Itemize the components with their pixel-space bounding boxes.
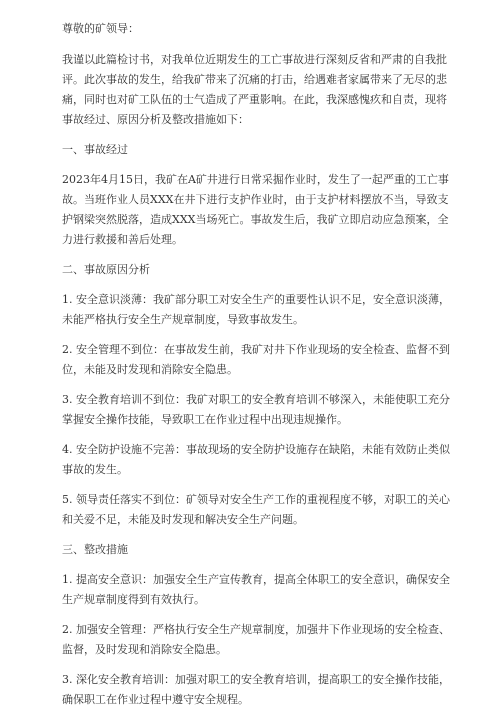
section-heading-cause-analysis: 二、事故原因分析: [62, 263, 150, 276]
cause-item: 3. 安全教育培训不到位：我矿对职工的安全教育培训不够深入，未能使职工充分掌握安全操作技能，导致职工在作业过程中出现违规操作。: [62, 393, 450, 426]
section-heading-rectification: 三、整改措施: [62, 543, 128, 556]
intro-paragraph: 我谨以此篇检讨书，对我单位近期发生的工亡事故进行深刻反省和严肃的自我批评。此次事故的发生，给我矿带来了沉痛的打击，给遇难者家属带来了无尽的悲痛，同时也对矿工队伍的士气造成了严重影响。在此，我深感愧疚和自责，现将事故经过、原因分析及整改措施如下：: [62, 53, 447, 126]
cause-item: 5. 领导责任落实不到位：矿领导对安全生产工作的重视程度不够，对职工的关心和关爱不足，未能及时发现和解决安全生产问题。: [62, 493, 450, 526]
rectification-item: 3. 深化安全教育培训：加强对职工的安全教育培训，提高职工的安全操作技能，确保职工在作业过程中遵守安全规程。: [62, 673, 450, 706]
cause-item: 1. 安全意识淡薄：我矿部分职工对安全生产的重要性认识不足，安全意识淡薄，未能严格执行安全生产规章制度，导致事故发生。: [62, 293, 450, 326]
rectification-item: 2. 加强安全管理：严格执行安全生产规章制度，加强井下作业现场的安全检查、监督，及时发现和消除安全隐患。: [62, 623, 450, 656]
greeting: 尊敬的矿领导：: [62, 22, 139, 35]
section-heading-accident-course: 一、事故经过: [62, 143, 128, 156]
cause-item: 2. 安全管理不到位：在事故发生前，我矿对井下作业现场的安全检查、监督不到位，未能及时发现和消除安全隐患。: [62, 343, 450, 376]
accident-course-paragraph: 2023年4月15日，我矿在A矿井进行日常采掘作业时，发生了一起严重的工亡事故。当班作业人员XXX在井下进行支护作业时，由于支护材料摆放不当，导致支护钢梁突然脱落，造成XXX当场死亡。事故发生后，我矿立即启动应急预案，全力进行救援和善后处理。: [62, 173, 449, 246]
rectification-item: 1. 提高安全意识：加强安全生产宣传教育，提高全体职工的安全意识，确保安全生产规章制度得到有效执行。: [62, 573, 450, 606]
cause-item: 4. 安全防护设施不完善：事故现场的安全防护设施存在缺陷，未能有效防止类似事故的发生。: [62, 443, 450, 476]
